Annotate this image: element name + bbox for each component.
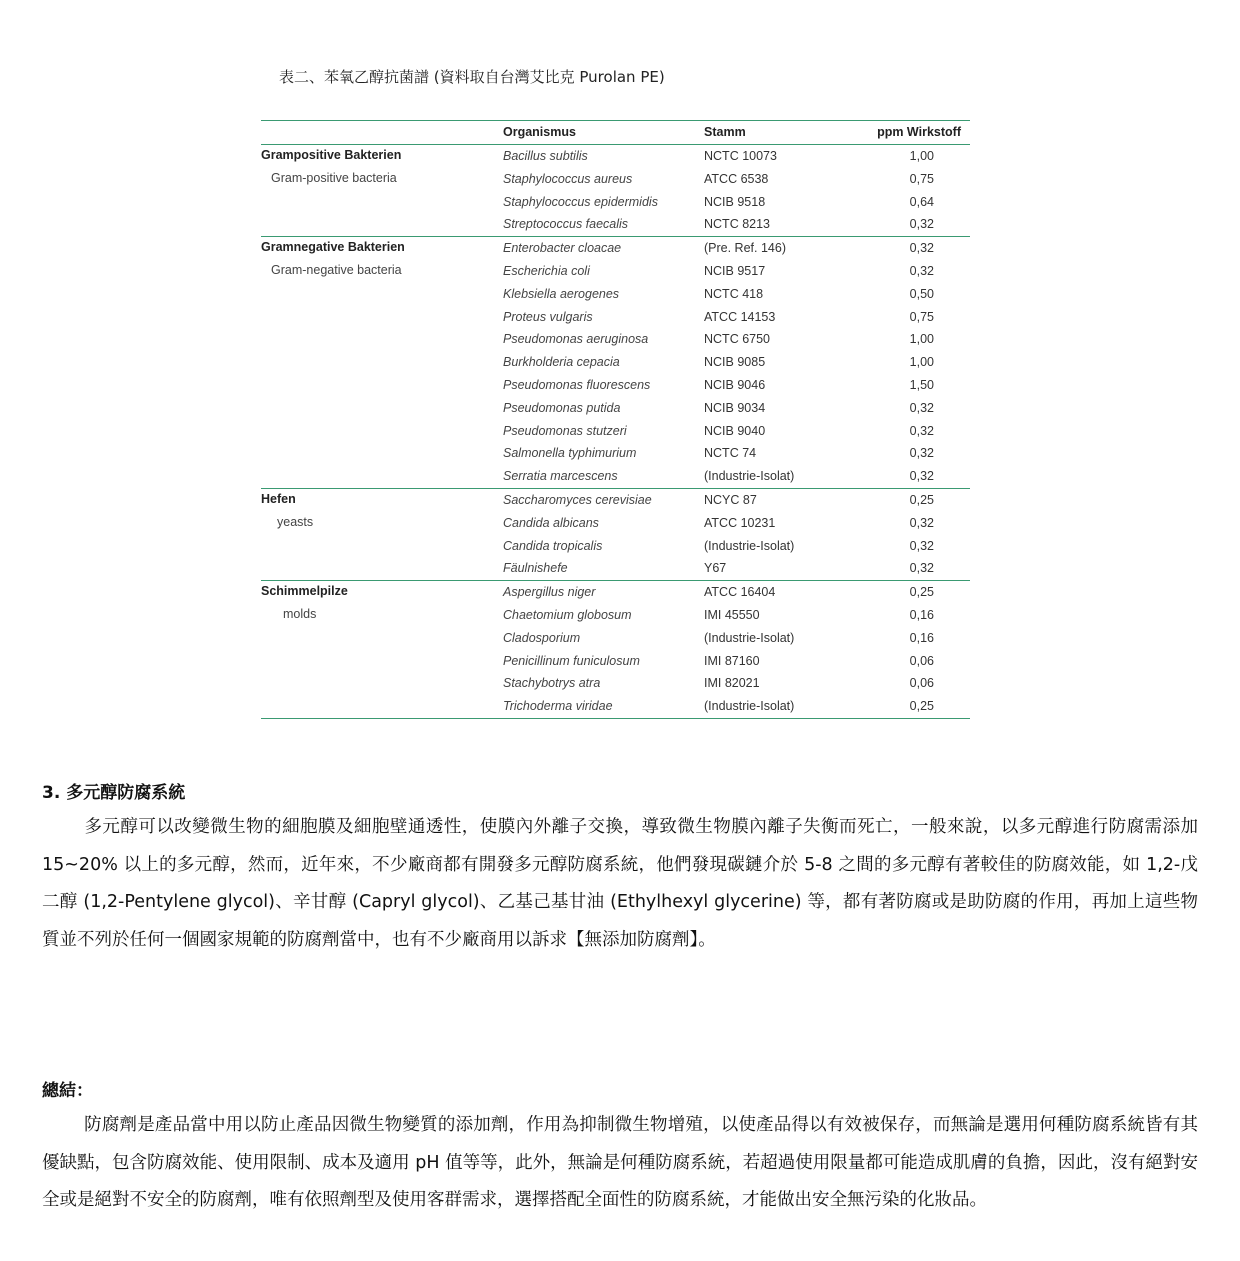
table-row	[261, 168, 970, 191]
ppm-cell: 0,25	[909, 699, 934, 714]
table-row	[261, 627, 970, 650]
organism-cell: Pseudomonas stutzeri	[503, 423, 627, 438]
table-row	[261, 512, 970, 535]
ppm-cell: 0,64	[909, 194, 934, 209]
header-organism: Organismus	[503, 125, 576, 139]
group-name: Hefen	[261, 491, 296, 506]
table-row	[261, 191, 970, 214]
group-english-name: yeasts	[277, 514, 314, 529]
group-name: Gramnegative Bakterien	[261, 240, 405, 255]
organism-cell: Pseudomonas aeruginosa	[503, 332, 649, 347]
organism-cell: Saccharomyces cerevisiae	[503, 492, 652, 507]
table-row	[261, 283, 970, 306]
ppm-cell: 0,32	[909, 515, 934, 530]
group-name: Grampositive Bakterien	[261, 148, 402, 162]
table-caption: 表二、苯氧乙醇抗菌譜 (資料取自台灣艾比克 Purolan PE)	[279, 68, 665, 86]
table-row	[261, 213, 970, 236]
header-stamm: Stamm	[704, 125, 746, 139]
ppm-cell: 0,75	[909, 309, 934, 324]
stamm-cell: (Industrie-Isolat)	[704, 630, 795, 645]
stamm-cell: ATCC 10231	[704, 515, 776, 530]
organism-cell: Chaetomium globosum	[503, 607, 632, 622]
stamm-cell: IMI 45550	[704, 607, 760, 622]
organism-cell: Fäulnishefe	[503, 561, 568, 576]
table-row	[261, 604, 970, 627]
table-row	[261, 260, 970, 283]
ppm-cell: 0,32	[909, 217, 934, 232]
ppm-cell: 0,25	[909, 585, 934, 600]
stamm-cell: NCIB 9085	[704, 355, 766, 370]
organism-cell: Staphylococcus aureus	[503, 171, 633, 186]
organism-cell: Candida tropicalis	[503, 538, 603, 553]
table-group	[261, 237, 970, 489]
table-header-row	[261, 121, 970, 145]
organism-cell: Serratia marcescens	[503, 469, 618, 484]
organism-cell: Pseudomonas putida	[503, 400, 621, 415]
summary-heading: 總結：	[42, 1081, 93, 1101]
table-row	[261, 581, 970, 604]
stamm-cell: ATCC 6538	[704, 171, 769, 186]
group-name: Schimmelpilze	[261, 584, 348, 599]
ppm-cell: 0,50	[909, 286, 934, 301]
ppm-cell: 0,06	[909, 653, 934, 668]
summary-text: 防腐劑是產品當中用以防止產品因微生物變質的添加劑，作用為抑制微生物增殖，以使產品得以有效被保存，而無論是選用何種防腐系統皆有其優缺點，包含防腐效能、使用限制、成本及適用 pH 值等等，此外，無論是何種防腐系統，若超過使用限量都可能造成肌膚的負擔，因此，沒有絕對安全或是絕對不安全的防腐劑，唯有依照劑型及使用客群需求，選擇搭配全面性的防腐系統，才能做出安全無污染的化妝品。	[42, 1115, 1198, 1210]
stamm-cell: NCYC 87	[704, 492, 757, 507]
stamm-cell: NCIB 9040	[704, 423, 766, 438]
table-row	[261, 306, 970, 329]
ppm-cell: 1,00	[909, 332, 934, 347]
organism-cell: Trichoderma viridae	[503, 699, 613, 714]
table-body	[261, 145, 970, 719]
stamm-cell: NCTC 418	[704, 286, 764, 301]
stamm-cell: NCTC 74	[704, 446, 757, 461]
stamm-cell: (Industrie-Isolat)	[704, 469, 795, 484]
ppm-cell: 0,32	[909, 423, 934, 438]
table-row	[261, 145, 970, 168]
summary-paragraph	[42, 1107, 1198, 1220]
table-row	[261, 237, 970, 260]
section-3-paragraph	[42, 809, 1198, 959]
group-english-name: Gram-positive bacteria	[271, 171, 397, 185]
section-3-heading: 3. 多元醇防腐系統	[42, 783, 186, 803]
table-row	[261, 650, 970, 673]
ppm-cell: 0,32	[909, 469, 934, 484]
table-row	[261, 328, 970, 351]
stamm-cell: NCTC 6750	[704, 332, 770, 347]
table-row	[261, 489, 970, 512]
ppm-cell: 0,32	[909, 561, 934, 576]
organism-cell: Salmonella typhimurium	[503, 446, 637, 461]
ppm-cell: 1,50	[909, 377, 934, 392]
organism-cell: Proteus vulgaris	[503, 309, 593, 324]
organism-cell: Burkholderia cepacia	[503, 355, 620, 370]
organism-cell: Stachybotrys atra	[503, 676, 601, 691]
stamm-cell: IMI 87160	[704, 653, 760, 668]
organism-cell: Klebsiella aerogenes	[503, 286, 620, 301]
stamm-cell: NCIB 9046	[704, 377, 766, 392]
ppm-cell: 0,32	[909, 400, 934, 415]
stamm-cell: NCTC 10073	[704, 149, 777, 163]
organism-cell: Aspergillus niger	[503, 585, 596, 600]
table-row	[261, 535, 970, 558]
stamm-cell: Y67	[704, 561, 727, 576]
organism-cell: Escherichia coli	[503, 263, 590, 278]
table-group	[261, 581, 970, 719]
ppm-cell: 0,75	[909, 171, 934, 186]
group-english-name: Gram-negative bacteria	[271, 263, 402, 278]
stamm-cell: NCIB 9518	[704, 194, 766, 209]
ppm-cell: 0,16	[909, 630, 934, 645]
group-english-name: molds	[283, 607, 317, 622]
table-row	[261, 397, 970, 420]
ppm-cell: 0,32	[909, 241, 934, 256]
header-ppm: ppm Wirkstoff	[877, 125, 961, 139]
ppm-cell: 0,16	[909, 607, 934, 622]
stamm-cell: NCTC 8213	[704, 217, 770, 232]
section-3-text: 多元醇可以改變微生物的細胞膜及細胞壁通透性，使膜內外離子交換，導致微生物膜內離子失衡而死亡，一般來說，以多元醇進行防腐需添加 15~20% 以上的多元醇，然而，近年來，不少廠商都有開發多元醇防腐系統，他們發現碳鏈介於 5-8 之間的多元醇有著較佳的防腐效能，如 1,2-戊二醇 (1,2-Pentylene glycol)、辛甘醇 (Capryl glycol)、乙基己基甘油 (Ethylhexyl glycerine) 等，都有著防腐或是助防腐的作用，再加上這些物質並不列於任何一個國家規範的防腐劑當中，也有不少廠商用以訴求【無添加防腐劑】。	[42, 817, 1198, 950]
table-row	[261, 374, 970, 397]
organism-cell: Pseudomonas fluorescens	[503, 377, 651, 392]
stamm-cell: (Industrie-Isolat)	[704, 538, 795, 553]
stamm-cell: (Pre. Ref. 146)	[704, 241, 786, 256]
stamm-cell: NCIB 9034	[704, 400, 766, 415]
ppm-cell: 1,00	[909, 149, 934, 163]
table-row	[261, 672, 970, 695]
ppm-cell: 0,32	[909, 538, 934, 553]
table-group	[261, 489, 970, 581]
antimicrobial-spectrum-table	[261, 120, 970, 719]
organism-cell: Streptococcus faecalis	[503, 217, 629, 232]
organism-cell: Candida albicans	[503, 515, 599, 530]
ppm-cell: 0,25	[909, 492, 934, 507]
ppm-cell: 1,00	[909, 355, 934, 370]
table-group	[261, 145, 970, 237]
stamm-cell: (Industrie-Isolat)	[704, 699, 795, 714]
table-row	[261, 420, 970, 443]
stamm-cell: ATCC 16404	[704, 585, 776, 600]
ppm-cell: 0,06	[909, 676, 934, 691]
table-row	[261, 557, 970, 580]
table-row	[261, 442, 970, 465]
ppm-cell: 0,32	[909, 263, 934, 278]
organism-cell: Staphylococcus epidermidis	[503, 194, 658, 209]
organism-cell: Penicillinum funiculosum	[503, 653, 640, 668]
table-row	[261, 695, 970, 718]
stamm-cell: NCIB 9517	[704, 263, 766, 278]
organism-cell: Bacillus subtilis	[503, 149, 588, 163]
table-row	[261, 351, 970, 374]
ppm-cell: 0,32	[909, 446, 934, 461]
stamm-cell: ATCC 14153	[704, 309, 776, 324]
organism-cell: Cladosporium	[503, 630, 581, 645]
stamm-cell: IMI 82021	[704, 676, 760, 691]
organism-cell: Enterobacter cloacae	[503, 241, 622, 256]
table-row	[261, 465, 970, 488]
